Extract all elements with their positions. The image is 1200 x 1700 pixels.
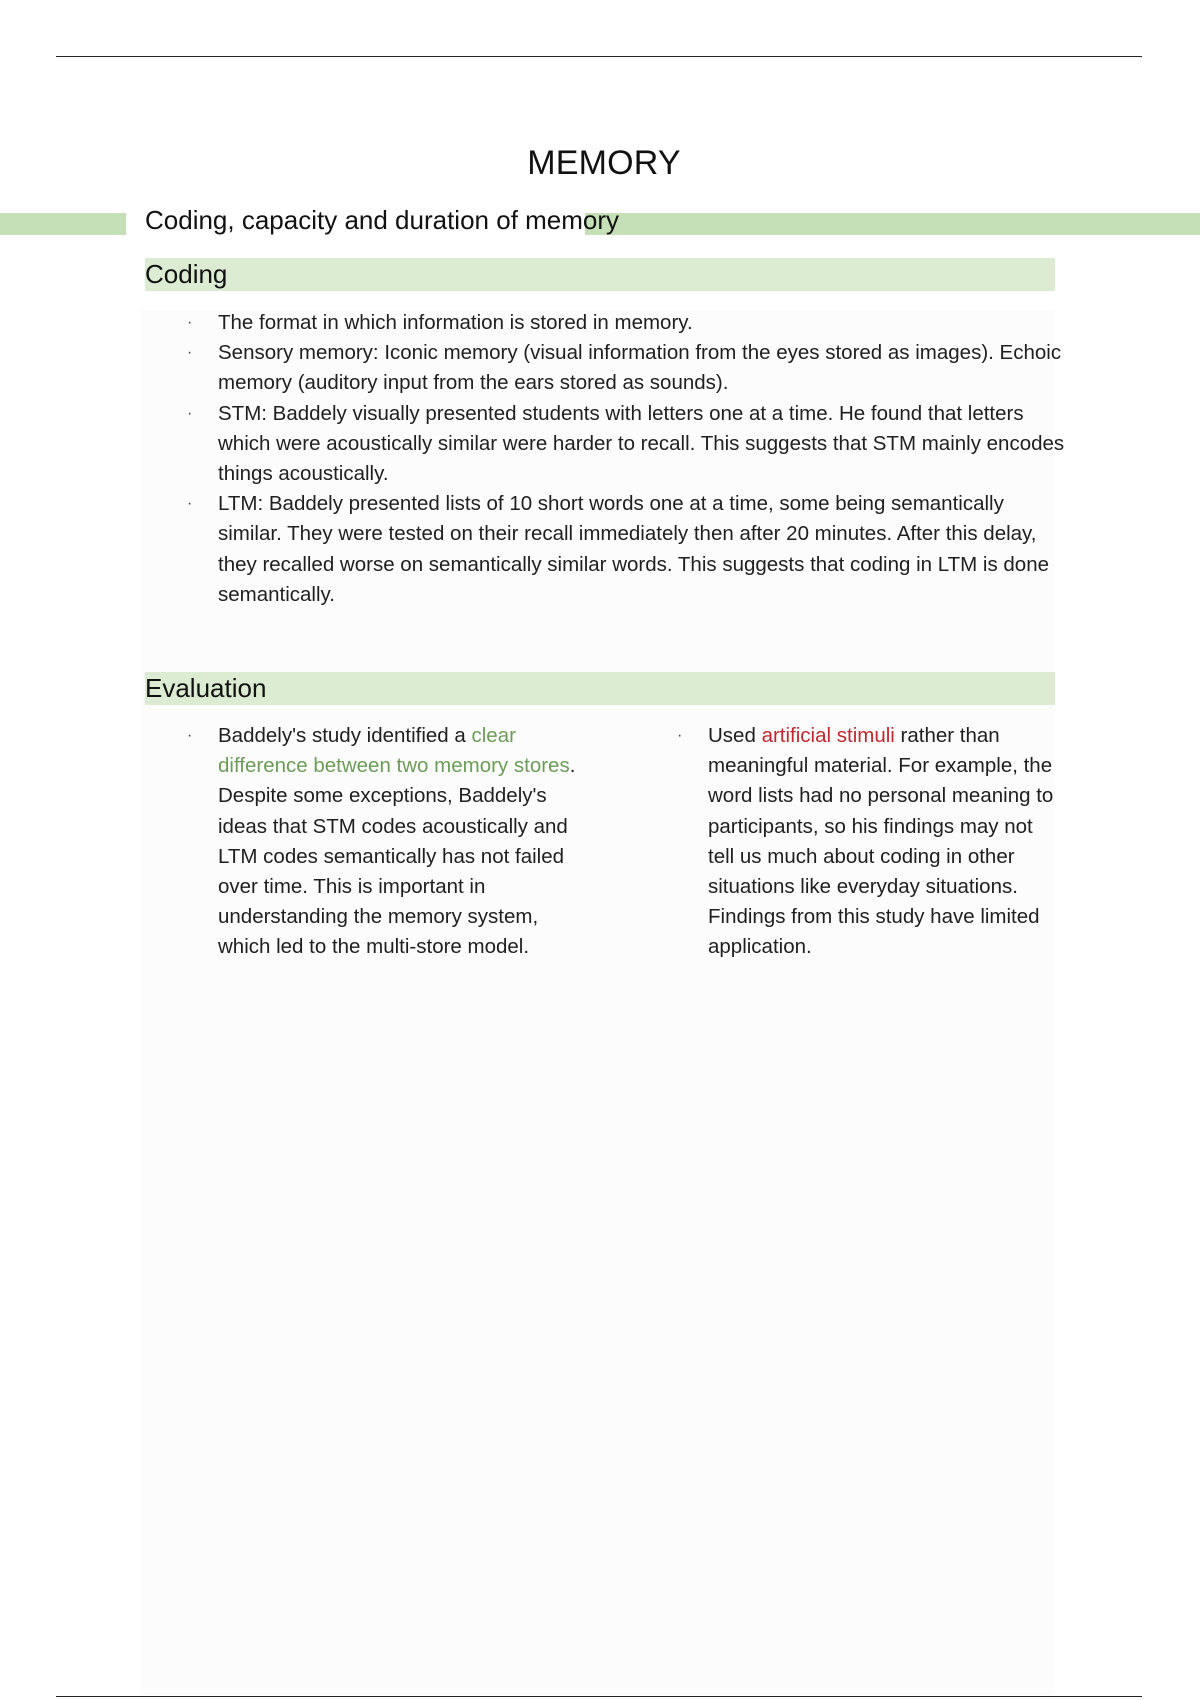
list-item: · Used artificial stimuli rather than meaningful material. For example, the word lists had no personal meaning to participants, so his findings may not tell us much about coding in other situations like everyday situations. Findings from this study have limited application. xyxy=(708,721,1058,963)
bullet-icon: · xyxy=(187,314,193,331)
coding-heading-text: Coding xyxy=(145,259,228,289)
top-rule xyxy=(56,56,1142,57)
evaluation-heading-text: Evaluation xyxy=(145,673,267,703)
section-band-left xyxy=(0,213,126,235)
evaluation-strength xyxy=(187,721,588,963)
coding-list xyxy=(187,308,1068,610)
bottom-rule xyxy=(56,1696,1142,1697)
list-item: · The format in which information is stored in memory. xyxy=(218,308,1068,338)
strength-highlight: clear difference between two memory stores xyxy=(218,724,570,778)
section-title: Coding, capacity and duration of memory xyxy=(145,205,620,235)
bullet-icon: · xyxy=(187,727,193,744)
evaluation-weakness xyxy=(677,721,1058,963)
bullet-icon: · xyxy=(677,727,683,744)
list-item: · LTM: Baddely presented lists of 10 short words one at a time, some being semantically similar. They were tested on their recall immediately then after 20 minutes. After this delay, they recalled worse on semantically similar words. This suggests that coding in LTM is done semantically. xyxy=(218,489,1068,610)
page-title: MEMORY xyxy=(527,144,681,182)
list-item: · Sensory memory: Iconic memory (visual information from the eyes stored as images). Echoic memory (auditory input from the ears stored as sounds). xyxy=(218,338,1068,398)
bullet-icon: · xyxy=(187,495,193,513)
section-band-right xyxy=(585,213,1200,235)
list-item: · STM: Baddely visually presented students with letters one at a time. He found that letters which were acoustically similar were harder to recall. This suggests that STM mainly encodes things acoustically. xyxy=(218,399,1068,490)
bullet-icon: · xyxy=(187,404,193,422)
evaluation-heading xyxy=(145,672,1055,705)
weakness-highlight: artificial stimuli xyxy=(761,724,895,747)
coding-heading xyxy=(145,258,1055,291)
list-item: · Baddely's study identified a clear difference between two memory stores. Despite some exceptions, Baddely's ideas that STM codes acoustically and LTM codes semantically has not failed over time. This is important in understanding the memory system, which led to the multi-store model. xyxy=(218,721,588,963)
bullet-icon: · xyxy=(187,344,193,362)
